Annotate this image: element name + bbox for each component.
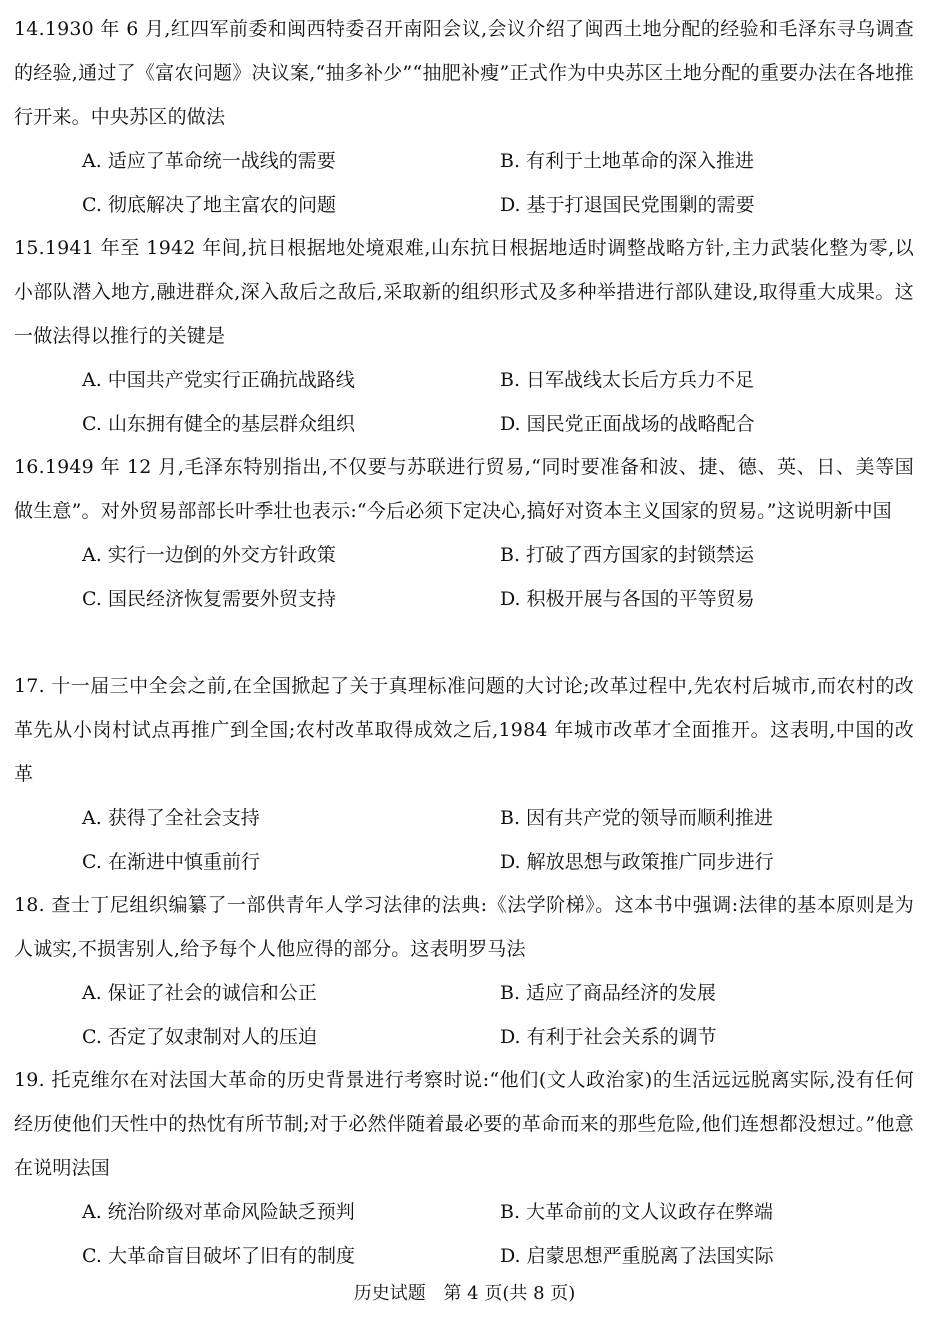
option-b[interactable]: B. 因有共产党的领导而顺利推进 [500,807,774,829]
option-group [14,358,914,446]
option-a[interactable]: A. 统治阶级对革命风险缺乏预判 [82,1201,355,1223]
option-b[interactable]: B. 打破了西方国家的封锁禁运 [500,544,755,566]
option-c[interactable]: C. 彻底解决了地主富农的问题 [82,194,336,216]
question-15 [14,226,914,446]
option-group [14,533,914,621]
option-c[interactable]: C. 国民经济恢复需要外贸支持 [82,588,336,610]
footer-page-number: 第 4 页(共 8 页) [443,1283,576,1304]
question-18 [14,883,914,1059]
option-c[interactable]: C. 否定了奴隶制对人的压迫 [82,1026,317,1048]
option-d[interactable]: D. 启蒙思想严重脱离了法国实际 [500,1245,774,1267]
footer-subject: 历史试题 [353,1283,426,1304]
option-b[interactable]: B. 有利于土地革命的深入推进 [500,150,755,172]
option-group [14,1190,914,1278]
question-16 [14,445,914,621]
option-b[interactable]: B. 日军战线太长后方兵力不足 [500,369,755,391]
option-a[interactable]: A. 适应了革命统一战线的需要 [82,150,336,172]
question-17 [14,664,914,884]
option-b[interactable]: B. 适应了商品经济的发展 [500,982,717,1004]
question-stem: 16.1949 年 12 月,毛泽东特别指出,不仅要与苏联进行贸易,“同时要准备和波、捷、德、英、日、美等国做生意”。对外贸易部部长叶季壮也表示:“今后必须下定决心,搞好对资本主义国家的贸易。”这说明新中国 [14,456,914,522]
question-stem: 19. 托克维尔在对法国大革命的历史背景进行考察时说:“他们(文人政治家)的生活远远脱离实际,没有任何经历使他们天性中的热忱有所节制;对于必然伴随着最必要的革命而来的那些危险,他们连想都没想过。”他意在说明法国 [14,1069,914,1179]
option-a[interactable]: A. 保证了社会的诚信和公正 [82,982,317,1004]
question-stem: 15.1941 年至 1942 年间,抗日根据地处境艰难,山东抗日根据地适时调整战略方针,主力武装化整为零,以小部队潜入地方,融进群众,深入敌后之敌后,采取新的组织形式及多种举措进行部队建设,取得重大成果。这一做法得以推行的关键是 [14,237,914,347]
question-19 [14,1058,914,1278]
question-stem: 18. 查士丁尼组织编纂了一部供青年人学习法律的法典:《法学阶梯》。这本书中强调:法律的基本原则是为人诚实,不损害别人,给予每个人他应得的部分。这表明罗马法 [14,894,914,960]
option-c[interactable]: C. 大革命盲目破坏了旧有的制度 [82,1245,355,1267]
option-group [14,139,914,227]
option-d[interactable]: D. 有利于社会关系的调节 [500,1026,717,1048]
option-a[interactable]: A. 实行一边倒的外交方针政策 [82,544,336,566]
question-14 [14,7,914,227]
option-a[interactable]: A. 获得了全社会支持 [82,807,260,829]
option-group [14,971,914,1059]
option-c[interactable]: C. 在渐进中慎重前行 [82,851,260,873]
option-b[interactable]: B. 大革命前的文人议政存在弊端 [500,1201,774,1223]
option-d[interactable]: D. 积极开展与各国的平等贸易 [500,588,755,610]
option-d[interactable]: D. 国民党正面战场的战略配合 [500,413,755,435]
option-c[interactable]: C. 山东拥有健全的基层群众组织 [82,413,355,435]
option-a[interactable]: A. 中国共产党实行正确抗战路线 [82,369,355,391]
question-stem: 17. 十一届三中全会之前,在全国掀起了关于真理标准问题的大讨论;改革过程中,先农村后城市,而农村的改革先从小岗村试点再推广到全国;农村改革取得成效之后,1984 年城市改革才全面推开。这表明,中国的改革 [14,675,914,785]
option-d[interactable]: D. 基于打退国民党围剿的需要 [500,194,755,216]
page-footer [0,1280,929,1308]
question-stem: 14.1930 年 6 月,红四军前委和闽西特委召开南阳会议,会议介绍了闽西土地分配的经验和毛泽东寻乌调查的经验,通过了《富农问题》决议案,“抽多补少”“抽肥补瘦”正式作为中央苏区土地分配的重要办法在各地推行开来。中央苏区的做法 [14,18,914,128]
option-d[interactable]: D. 解放思想与政策推广同步进行 [500,851,774,873]
option-group [14,796,914,884]
